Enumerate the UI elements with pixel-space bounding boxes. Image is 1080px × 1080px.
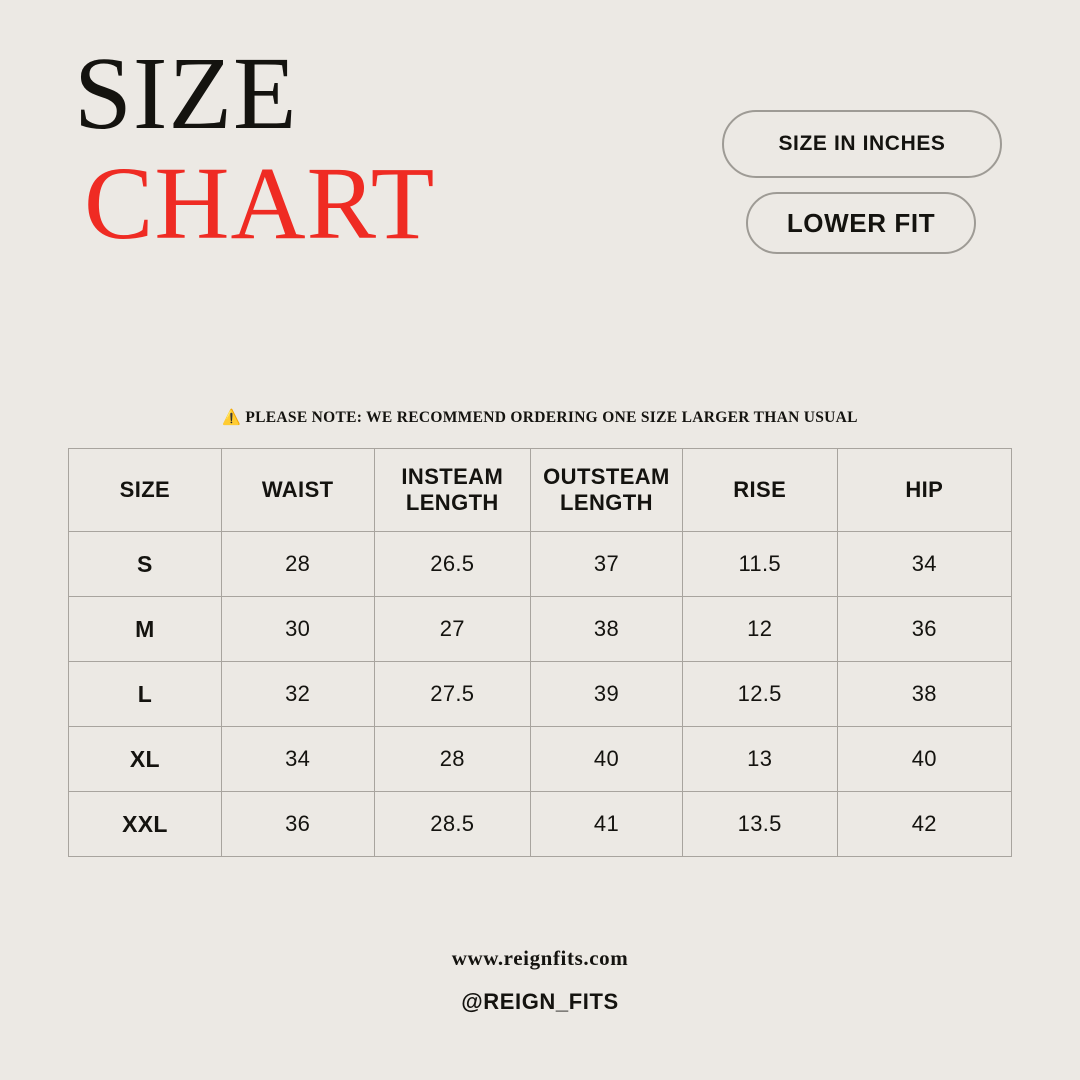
size-table-container — [68, 448, 1012, 857]
column-header-waist: WAIST — [221, 449, 374, 532]
cell-size: XXL — [69, 792, 222, 857]
cell-inseam: 28.5 — [374, 792, 531, 857]
cell-outseam: 38 — [531, 597, 683, 662]
table-row — [69, 792, 1012, 857]
badge-lower-fit — [746, 192, 976, 254]
cell-hip: 36 — [837, 597, 1011, 662]
cell-outseam: 41 — [531, 792, 683, 857]
note-banner — [0, 408, 1080, 427]
note-text: PLEASE NOTE: WE RECOMMEND ORDERING ONE SIZE LARGER THAN USUAL — [245, 409, 858, 426]
cell-rise: 11.5 — [682, 532, 837, 597]
table-row — [69, 597, 1012, 662]
footer — [0, 946, 1080, 1015]
table-row — [69, 532, 1012, 597]
cell-rise: 12.5 — [682, 662, 837, 727]
cell-hip: 42 — [837, 792, 1011, 857]
cell-waist: 34 — [221, 727, 374, 792]
badge-size-in-inches-label: SIZE IN INCHES — [778, 132, 946, 155]
cell-inseam: 28 — [374, 727, 531, 792]
cell-waist: 32 — [221, 662, 374, 727]
cell-size: XL — [69, 727, 222, 792]
cell-hip: 34 — [837, 532, 1011, 597]
warning-icon: ⚠️ — [222, 408, 242, 426]
cell-rise: 12 — [682, 597, 837, 662]
column-header-size: SIZE — [69, 449, 222, 532]
badge-size-in-inches — [722, 110, 1002, 178]
title-line-chart: CHART — [84, 145, 436, 261]
cell-waist: 36 — [221, 792, 374, 857]
cell-outseam: 40 — [531, 727, 683, 792]
title-line-size: SIZE — [74, 36, 298, 151]
cell-inseam: 26.5 — [374, 532, 531, 597]
cell-outseam: 39 — [531, 662, 683, 727]
table-row — [69, 727, 1012, 792]
cell-size: S — [69, 532, 222, 597]
page-title — [74, 36, 436, 261]
size-table — [68, 448, 1012, 857]
cell-inseam: 27 — [374, 597, 531, 662]
footer-website[interactable]: www.reignfits.com — [451, 946, 629, 970]
table-row — [69, 662, 1012, 727]
cell-inseam: 27.5 — [374, 662, 531, 727]
cell-waist: 30 — [221, 597, 374, 662]
cell-outseam: 37 — [531, 532, 683, 597]
badge-lower-fit-label: LOWER FIT — [786, 207, 936, 238]
column-header-rise: RISE — [682, 449, 837, 532]
column-header-outseam: OUTSTEAM LENGTH — [531, 449, 683, 532]
cell-rise: 13 — [682, 727, 837, 792]
column-header-hip: HIP — [837, 449, 1011, 532]
cell-waist: 28 — [221, 532, 374, 597]
cell-hip: 40 — [837, 727, 1011, 792]
cell-size: M — [69, 597, 222, 662]
cell-size: L — [69, 662, 222, 727]
cell-hip: 38 — [837, 662, 1011, 727]
column-header-inseam: INSTEAM LENGTH — [374, 449, 531, 532]
cell-rise: 13.5 — [682, 792, 837, 857]
footer-social-handle[interactable]: @REIGN_FITS — [461, 989, 619, 1014]
table-header-row — [69, 449, 1012, 532]
